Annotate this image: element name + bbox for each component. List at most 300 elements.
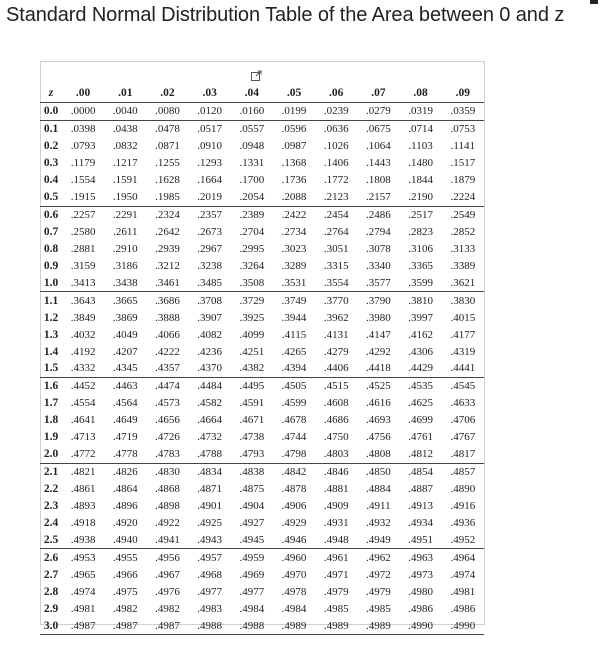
area-value-cell: .4953: [70, 551, 96, 564]
area-value-cell: .4979: [366, 585, 391, 598]
area-value-cell: .1554: [70, 174, 96, 187]
z-row-label: 2.6: [43, 551, 59, 564]
column-header: .07: [371, 87, 386, 100]
area-value-cell: .2454: [323, 209, 349, 222]
area-value-cell: .4982: [155, 602, 180, 615]
area-value-cell: .2257: [70, 209, 96, 222]
area-value-cell: .4830: [155, 466, 180, 479]
area-value-cell: .4192: [70, 345, 96, 358]
area-value-cell: .4744: [281, 431, 307, 444]
area-value-cell: .4319: [450, 345, 476, 358]
z-row-label: 2.0: [43, 448, 59, 461]
column-header: .05: [286, 87, 302, 100]
z-row-label: 2.9: [43, 602, 59, 615]
area-value-cell: .4946: [281, 533, 307, 546]
area-value-cell: .2357: [197, 209, 223, 222]
area-value-cell: .4441: [450, 362, 476, 375]
area-value-cell: .4961: [323, 551, 349, 564]
area-value-cell: .4969: [239, 568, 265, 581]
z-row-label: 1.7: [43, 397, 59, 410]
area-value-cell: .1700: [239, 174, 265, 187]
area-value-cell: .4938: [70, 533, 96, 546]
area-value-cell: .4778: [112, 448, 138, 461]
table-row: [40, 189, 484, 206]
area-value-cell: .1368: [281, 157, 307, 170]
header-row: [40, 85, 484, 102]
area-value-cell: .4974: [450, 568, 476, 581]
area-value-cell: .4693: [366, 414, 391, 427]
table-body: [40, 102, 484, 634]
area-value-cell: .4131: [323, 328, 349, 341]
area-value-cell: .4115: [281, 328, 307, 341]
area-value-cell: .1443: [366, 157, 391, 170]
area-value-cell: .4726: [155, 431, 180, 444]
area-value-cell: .4985: [323, 602, 349, 615]
area-value-cell: .4834: [197, 466, 223, 479]
area-value-cell: .4812: [408, 448, 433, 461]
area-value-cell: .4788: [197, 448, 223, 461]
area-value-cell: .4495: [239, 380, 265, 393]
area-value-cell: .3665: [112, 294, 138, 307]
area-value-cell: .0279: [366, 105, 391, 118]
table-row: [40, 531, 484, 548]
table-row: [40, 240, 484, 257]
area-value-cell: .4625: [408, 397, 433, 410]
area-value-cell: .3389: [450, 259, 476, 272]
area-value-cell: .4875: [239, 483, 265, 496]
area-value-cell: .0478: [155, 123, 180, 136]
area-value-cell: .0948: [239, 140, 265, 153]
z-row-label: 1.4: [43, 345, 59, 358]
area-value-cell: .1026: [323, 140, 349, 153]
area-value-cell: .4913: [408, 499, 433, 512]
area-value-cell: .4015: [450, 311, 476, 324]
area-value-cell: .4941: [155, 533, 180, 546]
area-value-cell: .4177: [450, 328, 476, 341]
area-value-cell: .4957: [197, 551, 223, 564]
area-value-cell: .0040: [112, 105, 138, 118]
area-value-cell: .4918: [70, 516, 96, 529]
page-title: Standard Normal Distribution Table of the Area between 0 and z: [6, 4, 565, 26]
table-row: [40, 172, 484, 189]
area-value-cell: .3770: [323, 294, 349, 307]
area-value-cell: .4940: [112, 533, 138, 546]
area-value-cell: .0557: [239, 123, 265, 136]
area-value-cell: .3907: [197, 311, 223, 324]
area-value-cell: .2704: [239, 225, 265, 238]
area-value-cell: .4207: [112, 345, 138, 358]
area-value-cell: .4756: [366, 431, 391, 444]
z-row-label: 0.7: [43, 225, 59, 238]
z-table: [40, 85, 484, 635]
area-value-cell: .2611: [113, 225, 138, 238]
area-value-cell: .2881: [70, 242, 96, 255]
z-row-label: 2.1: [43, 466, 59, 479]
area-value-cell: .2324: [155, 209, 180, 222]
area-value-cell: .4678: [281, 414, 307, 427]
area-value-cell: .4649: [112, 414, 138, 427]
area-value-cell: .4922: [155, 516, 180, 529]
title-dash-mark: [590, 0, 598, 4]
area-value-cell: .1772: [323, 174, 349, 187]
area-value-cell: .4306: [408, 345, 433, 358]
area-value-cell: .4817: [450, 448, 476, 461]
area-value-cell: .4484: [197, 380, 223, 393]
table-row: [40, 463, 484, 480]
area-value-cell: .4545: [450, 380, 476, 393]
area-value-cell: .4966: [112, 568, 138, 581]
area-value-cell: .2910: [112, 242, 138, 255]
table-row: [40, 446, 484, 463]
area-value-cell: .3289: [281, 259, 307, 272]
table-row: [40, 498, 484, 515]
area-value-cell: .4967: [155, 568, 180, 581]
area-value-cell: .3708: [197, 294, 223, 307]
area-value-cell: .4706: [450, 414, 476, 427]
area-value-cell: .3186: [112, 259, 138, 272]
area-value-cell: .4906: [281, 499, 307, 512]
area-value-cell: .1255: [155, 157, 180, 170]
area-value-cell: .4066: [155, 328, 180, 341]
area-value-cell: .4564: [112, 397, 138, 410]
area-value-cell: .1736: [281, 174, 307, 187]
area-value-cell: .4986: [408, 602, 433, 615]
area-value-cell: .4934: [408, 516, 433, 529]
area-value-cell: .2549: [450, 209, 476, 222]
area-value-cell: .2852: [450, 225, 476, 238]
area-value-cell: .4857: [450, 466, 476, 479]
z-row-label: 1.8: [43, 414, 59, 427]
z-row-label: 2.5: [43, 533, 59, 546]
area-value-cell: .2123: [323, 191, 349, 204]
area-value-cell: .0753: [450, 123, 476, 136]
z-row-label: 0.5: [43, 191, 59, 204]
area-value-cell: .2486: [366, 209, 391, 222]
area-value-cell: .4850: [366, 466, 391, 479]
area-value-cell: .4881: [323, 483, 349, 496]
area-value-cell: .4406: [323, 362, 349, 375]
area-value-cell: .4911: [366, 499, 391, 512]
area-value-cell: .0910: [197, 140, 223, 153]
area-value-cell: .4975: [112, 585, 138, 598]
area-value-cell: .3599: [408, 276, 433, 289]
z-row-label: 3.0: [43, 619, 59, 632]
area-value-cell: .3686: [155, 294, 180, 307]
area-value-cell: .4890: [450, 483, 476, 496]
area-value-cell: .4981: [450, 585, 476, 598]
area-value-cell: .3438: [112, 276, 138, 289]
area-value-cell: .4265: [281, 345, 307, 358]
area-value-cell: .0871: [155, 140, 180, 153]
area-value-cell: .4236: [197, 345, 223, 358]
area-value-cell: .4949: [366, 533, 391, 546]
area-value-cell: .4948: [323, 533, 349, 546]
table-row: [40, 155, 484, 172]
area-value-cell: .3888: [155, 311, 180, 324]
table-row: [40, 138, 484, 155]
area-value-cell: .2190: [408, 191, 433, 204]
table-row: [40, 292, 484, 309]
z-row-label: 0.0: [43, 105, 59, 118]
area-value-cell: .4505: [281, 380, 307, 393]
area-value-cell: .3729: [239, 294, 265, 307]
column-header: .03: [202, 87, 217, 100]
area-value-cell: .1950: [112, 191, 138, 204]
area-value-cell: .4929: [281, 516, 307, 529]
table-row: [40, 343, 484, 360]
area-value-cell: .4842: [281, 466, 307, 479]
area-value-cell: .2764: [323, 225, 349, 238]
area-value-cell: .4429: [408, 362, 433, 375]
z-row-label: 0.3: [43, 157, 59, 170]
area-value-cell: .1591: [112, 174, 138, 187]
area-value-cell: .4983: [197, 602, 223, 615]
area-value-cell: .1664: [197, 174, 223, 187]
area-value-cell: .4971: [323, 568, 349, 581]
expand-icon[interactable]: [251, 70, 262, 81]
area-value-cell: .4909: [323, 499, 349, 512]
area-value-cell: .2517: [408, 209, 433, 222]
z-row-label: 2.4: [43, 516, 59, 529]
area-value-cell: .3340: [366, 259, 391, 272]
area-value-cell: .4964: [450, 551, 476, 564]
area-value-cell: .3577: [366, 276, 391, 289]
area-value-cell: .4989: [323, 619, 349, 632]
area-value-cell: .4963: [408, 551, 433, 564]
area-value-cell: .4686: [323, 414, 349, 427]
area-value-cell: .3508: [239, 276, 265, 289]
z-row-label: 0.9: [43, 259, 59, 272]
table-row: [40, 326, 484, 343]
area-value-cell: .4821: [70, 466, 96, 479]
area-value-cell: .2157: [366, 191, 391, 204]
area-value-cell: .1628: [155, 174, 180, 187]
area-value-cell: .3554: [323, 276, 349, 289]
area-value-cell: .4970: [281, 568, 307, 581]
area-value-cell: .1879: [450, 174, 476, 187]
area-value-cell: .4162: [408, 328, 433, 341]
z-row-label: 2.3: [43, 499, 59, 512]
table-row: [40, 395, 484, 412]
area-value-cell: .4591: [239, 397, 265, 410]
area-value-cell: .2673: [197, 225, 223, 238]
area-value-cell: .4861: [70, 483, 96, 496]
area-value-cell: .4793: [239, 448, 265, 461]
area-value-cell: .0675: [366, 123, 391, 136]
area-value-cell: .0438: [112, 123, 138, 136]
area-value-cell: .3790: [366, 294, 391, 307]
area-value-cell: .4474: [155, 380, 180, 393]
z-row-label: 1.1: [43, 294, 59, 307]
area-value-cell: .4808: [366, 448, 391, 461]
area-value-cell: .4878: [281, 483, 307, 496]
z-row-label: 0.2: [43, 140, 59, 153]
area-value-cell: .4750: [323, 431, 349, 444]
area-value-cell: .4981: [70, 602, 96, 615]
area-value-cell: .0199: [281, 105, 307, 118]
table-row: [40, 429, 484, 446]
area-value-cell: .4394: [281, 362, 307, 375]
area-value-cell: .4931: [323, 516, 349, 529]
area-value-cell: .4279: [323, 345, 349, 358]
table-row: [40, 274, 484, 291]
area-value-cell: .4641: [70, 414, 96, 427]
area-value-cell: .4868: [155, 483, 180, 496]
z-row-label: 0.8: [43, 242, 59, 255]
area-value-cell: .3485: [197, 276, 223, 289]
area-value-cell: .4798: [281, 448, 307, 461]
area-value-cell: .0714: [408, 123, 433, 136]
table-row: [40, 514, 484, 531]
z-row-label: 1.3: [43, 328, 59, 341]
area-value-cell: .0319: [408, 105, 433, 118]
area-value-cell: .4871: [197, 483, 223, 496]
table-row: [40, 600, 484, 617]
area-value-cell: .0636: [323, 123, 349, 136]
area-value-cell: .4803: [323, 448, 349, 461]
column-header: .02: [160, 87, 175, 100]
area-value-cell: .4382: [239, 362, 265, 375]
area-value-cell: .4864: [112, 483, 138, 496]
area-value-cell: .4980: [408, 585, 433, 598]
table-row: [40, 102, 484, 120]
area-value-cell: .2823: [408, 225, 433, 238]
z-row-label: 1.2: [43, 311, 59, 324]
table-row: [40, 377, 484, 394]
area-value-cell: .4515: [323, 380, 349, 393]
area-value-cell: .4962: [366, 551, 391, 564]
table-row: [40, 224, 484, 241]
area-value-cell: .0160: [239, 105, 265, 118]
area-value-cell: .4147: [366, 328, 391, 341]
area-value-cell: .2224: [450, 191, 476, 204]
z-row-label: 0.6: [43, 209, 59, 222]
area-value-cell: .4978: [281, 585, 307, 598]
area-value-cell: .3980: [366, 311, 391, 324]
area-value-cell: .4952: [450, 533, 476, 546]
z-row-label: 1.9: [43, 431, 59, 444]
area-value-cell: .3925: [239, 311, 265, 324]
area-value-cell: .4972: [366, 568, 391, 581]
column-header: .08: [413, 87, 428, 100]
table-row: [40, 257, 484, 274]
area-value-cell: .4932: [366, 516, 391, 529]
area-value-cell: .1985: [155, 191, 180, 204]
area-value-cell: .0359: [450, 105, 476, 118]
area-value-cell: .4988: [197, 619, 223, 632]
area-value-cell: .4960: [281, 551, 307, 564]
area-value-cell: .4956: [155, 551, 180, 564]
area-value-cell: .3997: [408, 311, 433, 324]
area-value-cell: .4965: [70, 568, 96, 581]
z-row-label: 0.1: [43, 123, 59, 136]
area-value-cell: .3212: [155, 259, 180, 272]
area-value-cell: .4977: [239, 585, 265, 598]
area-value-cell: .2967: [197, 242, 223, 255]
area-value-cell: .4599: [281, 397, 307, 410]
area-value-cell: .4916: [450, 499, 476, 512]
area-value-cell: .3810: [408, 294, 433, 307]
area-value-cell: .4463: [112, 380, 138, 393]
area-value-cell: .3531: [281, 276, 307, 289]
area-value-cell: .2642: [155, 225, 180, 238]
area-value-cell: .0793: [70, 140, 96, 153]
area-value-cell: .4345: [112, 362, 138, 375]
area-value-cell: .4738: [239, 431, 265, 444]
area-value-cell: .1844: [408, 174, 433, 187]
area-value-cell: .0000: [70, 105, 96, 118]
table-row: [40, 360, 484, 377]
area-value-cell: .1331: [239, 157, 265, 170]
area-value-cell: .4032: [70, 328, 96, 341]
area-value-cell: .0398: [70, 123, 96, 136]
area-value-cell: .4099: [239, 328, 265, 341]
table-row: [40, 481, 484, 498]
column-header: .01: [118, 87, 133, 100]
area-value-cell: .4977: [197, 585, 223, 598]
area-value-cell: .4846: [323, 466, 349, 479]
area-value-cell: .4732: [197, 431, 223, 444]
area-value-cell: .1141: [450, 140, 476, 153]
area-value-cell: .3944: [281, 311, 307, 324]
area-value-cell: .4671: [239, 414, 265, 427]
area-value-cell: .4713: [70, 431, 96, 444]
area-value-cell: .4982: [112, 602, 138, 615]
area-value-cell: .4582: [197, 397, 223, 410]
area-value-cell: .1915: [70, 191, 96, 204]
area-value-cell: .4973: [408, 568, 433, 581]
area-value-cell: .4767: [450, 431, 476, 444]
area-value-cell: .4370: [197, 362, 223, 375]
area-value-cell: .4664: [197, 414, 223, 427]
area-value-cell: .0080: [155, 105, 180, 118]
area-value-cell: .4896: [112, 499, 138, 512]
area-value-cell: .4959: [239, 551, 265, 564]
area-value-cell: .4898: [155, 499, 180, 512]
area-value-cell: .4989: [366, 619, 391, 632]
area-value-cell: .2054: [239, 191, 265, 204]
table-row: [40, 206, 484, 223]
area-value-cell: .0120: [197, 105, 223, 118]
z-column-header: z: [48, 87, 54, 100]
area-value-cell: .3461: [155, 276, 180, 289]
column-header: .09: [455, 87, 471, 100]
area-value-cell: .4826: [112, 466, 138, 479]
area-value-cell: .4976: [155, 585, 180, 598]
area-value-cell: .4719: [112, 431, 138, 444]
area-value-cell: .4783: [155, 448, 180, 461]
area-value-cell: .3238: [197, 259, 223, 272]
area-value-cell: .4616: [366, 397, 391, 410]
area-value-cell: .1517: [450, 157, 476, 170]
area-value-cell: .4854: [408, 466, 433, 479]
area-value-cell: .4554: [70, 397, 96, 410]
area-value-cell: .4222: [155, 345, 180, 358]
area-value-cell: .4979: [323, 585, 349, 598]
z-row-label: 2.2: [43, 483, 59, 496]
area-value-cell: .4951: [408, 533, 433, 546]
area-value-cell: .4936: [450, 516, 476, 529]
area-value-cell: .4984: [239, 602, 265, 615]
area-value-cell: .3849: [70, 311, 96, 324]
table-row: [40, 309, 484, 326]
area-value-cell: .4049: [112, 328, 138, 341]
area-value-cell: .3315: [323, 259, 349, 272]
area-value-cell: .4968: [197, 568, 223, 581]
area-value-cell: .1179: [70, 157, 96, 170]
area-value-cell: .4920: [112, 516, 138, 529]
table-row: [40, 412, 484, 429]
